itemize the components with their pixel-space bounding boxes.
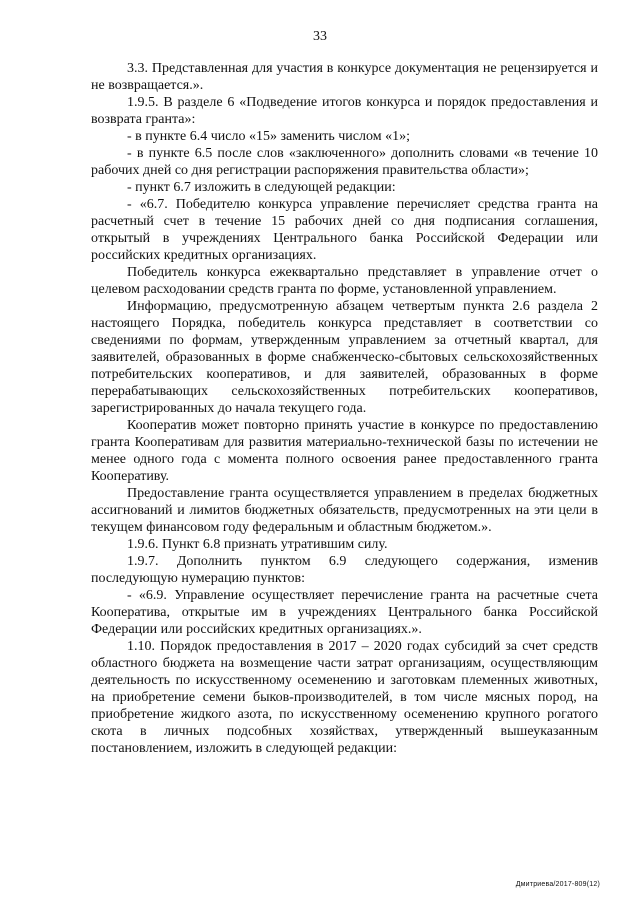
paragraph: - пункт 6.7 изложить в следующей редакции: bbox=[127, 180, 396, 195]
paragraph: 1.9.7. Дополнить пунктом 6.9 следующего содержания, изменив последующую нумерацию пунктов: bbox=[91, 554, 598, 586]
paragraph: Кооператив может повторно принять участие в конкурсе по предоставлению гранта Кооперативам для развития материально-технической базы по истечении не менее одного года с момента полного освоения ранее предоставленного гранта Кооперативу. bbox=[91, 418, 598, 484]
body-text bbox=[91, 60, 598, 757]
paragraph: 1.10. Порядок предоставления в 2017 – 2020 годах субсидий за счет средств областного бюджета на возмещение части затрат организациям, осуществляющим деятельность по искусственному осеменению и заготовкам племенных животных, на приобретение семени быков-производителей, в том числе мясных пород, на приобретение жидкого азота, по искусственному осеменению крупного рогатого скота в личных подсобных хозяйствах, утвержденный вышеуказанным постановлением, изложить в следующей редакции: bbox=[91, 639, 598, 756]
paragraph: Предоставление гранта осуществляется управлением в пределах бюджетных ассигнований и лимитов бюджетных обязательств, предусмотренных на эти цели в текущем финансовом году федеральным и областным бюджетом.». bbox=[91, 486, 598, 535]
paragraph: - «6.7. Победителю конкурса управление перечисляет средства гранта на расчетный счет в течение 15 рабочих дней со дня подписания соглашения, открытый в учреждениях Центрального банка Российской Федерации или российских кредитных организациях. bbox=[91, 197, 598, 263]
paragraph: Победитель конкурса ежеквартально представляет в управление отчет о целевом расходовании средств гранта по форме, установленной управлением. bbox=[91, 265, 598, 297]
paragraph: Информацию, предусмотренную абзацем четвертым пункта 2.6 раздела 2 настоящего Порядка, победитель конкурса представляет в соответствии со сведениями по формам, утвержденным управлением за отчетный квартал, для заявителей, образованных в форме снабженческо-сбытовых сельскохозяйственных потребительских кооперативов, и для заявителей, образованных в форме перерабатывающих сельскохозяйственных потребительских кооперативов, зарегистрированных до начала текущего года. bbox=[91, 299, 598, 416]
paragraph: - в пункте 6.5 после слов «заключенного» дополнить словами «в течение 10 рабочих дней со дня регистрации распоряжения правительства области»; bbox=[91, 146, 598, 178]
paragraph: - в пункте 6.4 число «15» заменить числом «1»; bbox=[127, 129, 410, 144]
page-number: 33 bbox=[313, 29, 327, 44]
paragraph: 1.9.5. В разделе 6 «Подведение итогов конкурса и порядок предоставления и возврата гранта»: bbox=[91, 95, 598, 127]
paragraph: - «6.9. Управление осуществляет перечисление гранта на расчетные счета Кооператива, открытые им в учреждениях Центрального банка Российской Федерации или российских кредитных организациях.». bbox=[91, 588, 598, 637]
paragraph: 3.3. Представленная для участия в конкурсе документация не рецензируется и не возвращается.». bbox=[91, 61, 598, 93]
paragraph: 1.9.6. Пункт 6.8 признать утратившим силу. bbox=[127, 537, 388, 552]
document-code: Дмитриева/2017-809(12) bbox=[515, 881, 600, 888]
